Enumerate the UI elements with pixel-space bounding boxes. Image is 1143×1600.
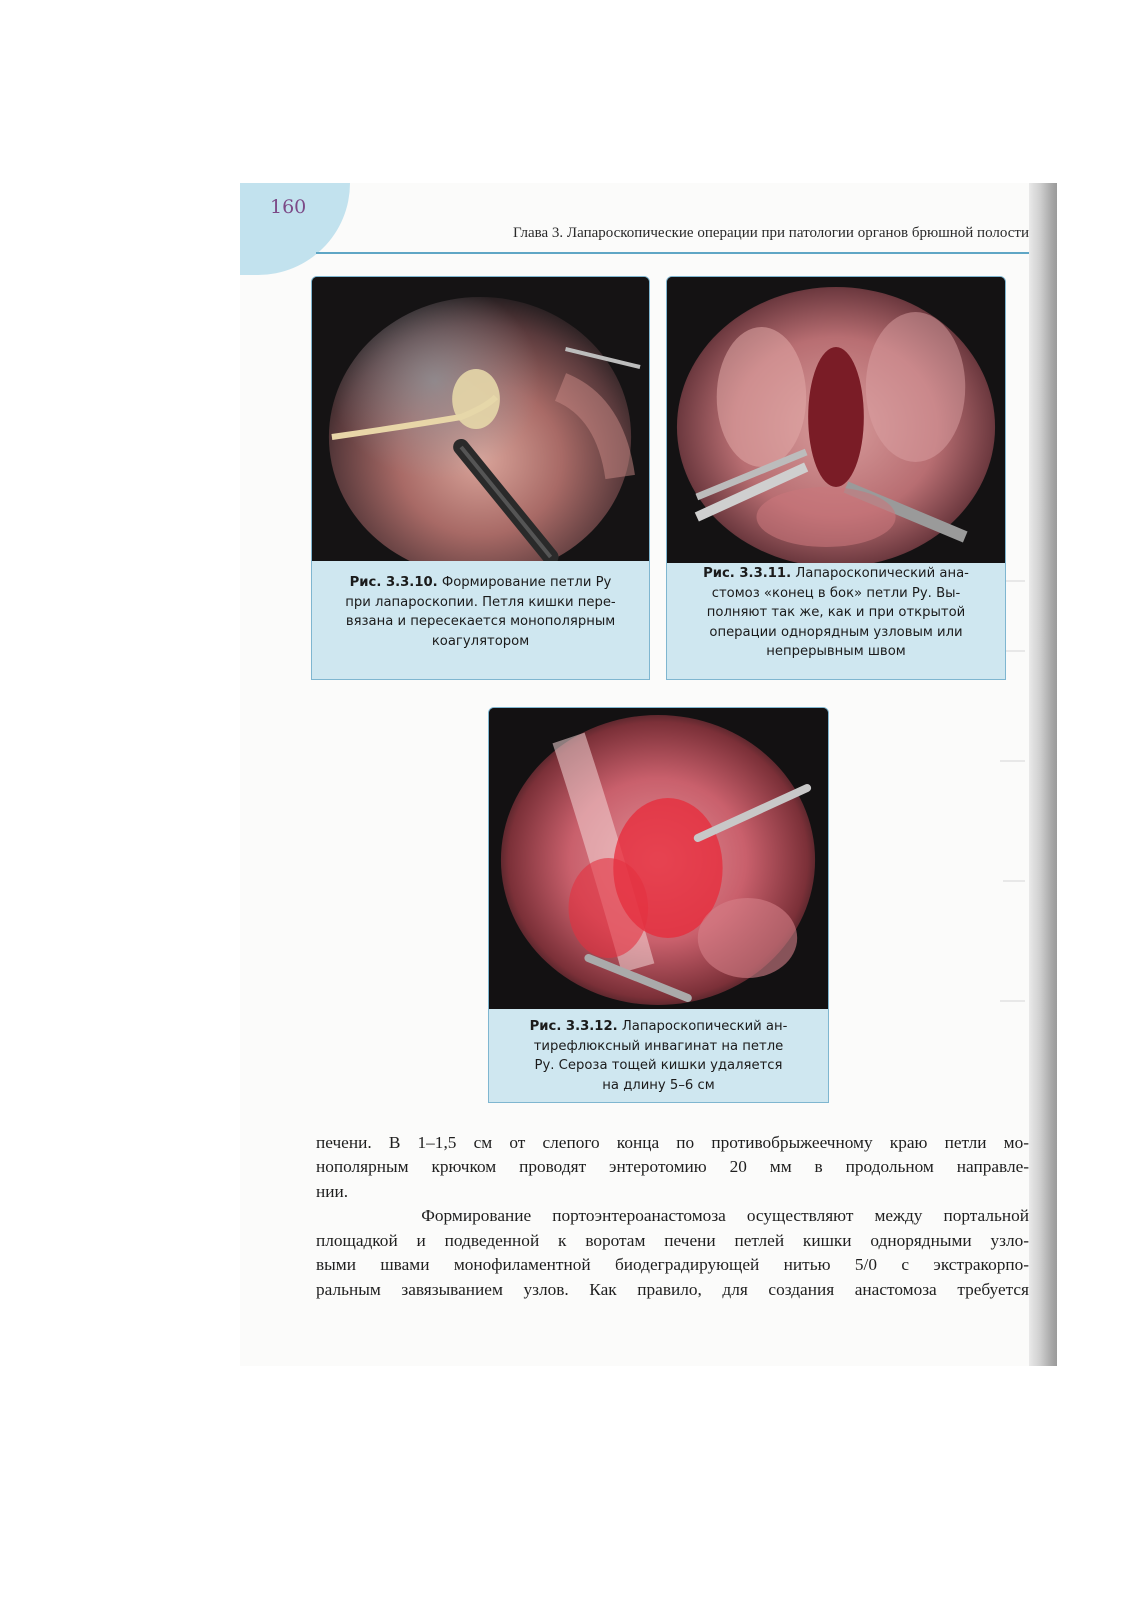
body-line: Формирование портоэнтероанастомоза осуществляют между портальной xyxy=(316,1206,1029,1225)
figure-label: Рис. 3.3.12. xyxy=(529,1019,618,1034)
laparoscopy-photo-invagination xyxy=(489,708,828,1011)
header-rule xyxy=(316,252,1029,254)
caption-text: Лапароскопический ан- тирефлюксный инвагинат на петле Ру. Сероза тощей кишки удаляется на длину 5–6 см xyxy=(533,1019,788,1093)
figure-caption xyxy=(667,563,1005,679)
caption-text: Формирование петли Ру при лапароскопии. Петля кишки пере- вязана и пересекается монополярным коагулятором xyxy=(345,575,616,649)
figure-caption xyxy=(312,561,649,679)
body-line: ральным завязыванием узлов. Как правило, для создания анастомоза требуется xyxy=(316,1280,1029,1299)
body-line: выми швами монофиламентной биодеградирующей нитью 5/0 с экстракорпо- xyxy=(316,1255,1029,1274)
figure-label: Рис. 3.3.10. xyxy=(349,575,438,590)
figure-3-3-12 xyxy=(488,707,829,1103)
figure-caption xyxy=(489,1009,828,1102)
body-line: нополярным крючком проводят энтеротомию 20 мм в продольном направле- xyxy=(316,1157,1029,1176)
laparoscopy-photo-roux-loop xyxy=(312,277,649,563)
body-line: печени. В 1–1,5 см от слепого конца по противобрыжеечному краю петли мо- xyxy=(316,1133,1029,1152)
body-line: площадкой и подведенной к воротам печени петлей кишки однорядными узло- xyxy=(316,1231,1029,1250)
page-edge-shadow xyxy=(1029,183,1057,1366)
running-head: Глава 3. Лапароскопические операции при патологии органов брюшной полости xyxy=(512,225,1029,241)
figure-3-3-11 xyxy=(666,276,1006,680)
body-line: нии. xyxy=(316,1182,349,1201)
caption-text: Лапароскопический ана- стомоз «конец в бок» петли Ру. Вы- полняют так же, как и при открытой операции однорядным узловым или непрерывным швом xyxy=(706,566,969,659)
page-number: 160 xyxy=(270,196,307,218)
figure-label: Рис. 3.3.11. xyxy=(703,566,792,581)
figure-3-3-10 xyxy=(311,276,650,680)
laparoscopy-photo-anastomosis xyxy=(667,277,1005,565)
